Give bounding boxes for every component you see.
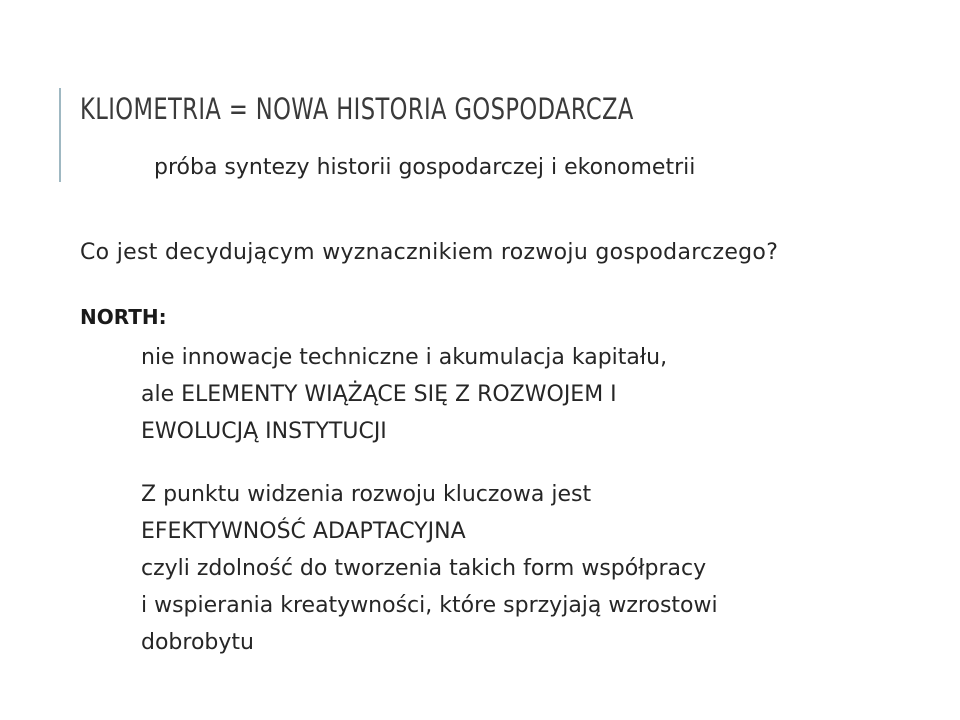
adaptive-efficiency-line: EFEKTYWNOŚĆ ADAPTACYJNA: [141, 519, 466, 544]
north-thesis-line: nie innowacje techniczne i akumulacja kapitału,: [141, 345, 668, 370]
slide-subtitle: próba syntezy historii gospodarczej i ekonometrii: [154, 155, 696, 180]
main-question: Co jest decydującym wyznacznikiem rozwoju gospodarczego?: [80, 240, 779, 265]
adaptive-efficiency-line: Z punktu widzenia rozwoju kluczowa jest: [141, 482, 592, 507]
north-thesis-block: [141, 339, 667, 450]
title-accent-bar: [59, 88, 61, 182]
adaptive-efficiency-line: dobrobytu: [141, 630, 254, 655]
slide-title: KLIOMETRIA = NOWA HISTORIA GOSPODARCZA: [80, 92, 634, 126]
adaptive-efficiency-line: czyli zdolność do tworzenia takich form współpracy: [141, 556, 707, 581]
north-thesis-line: EWOLUCJĄ INSTYTUCJI: [141, 419, 387, 444]
north-label: NORTH:: [80, 305, 167, 329]
north-thesis-line: ale ELEMENTY WIĄŻĄCE SIĘ Z ROZWOJEM I: [141, 382, 617, 407]
adaptive-efficiency-line: i wspierania kreatywności, które sprzyjają wzrostowi: [141, 593, 718, 618]
adaptive-efficiency-block: [141, 476, 718, 661]
